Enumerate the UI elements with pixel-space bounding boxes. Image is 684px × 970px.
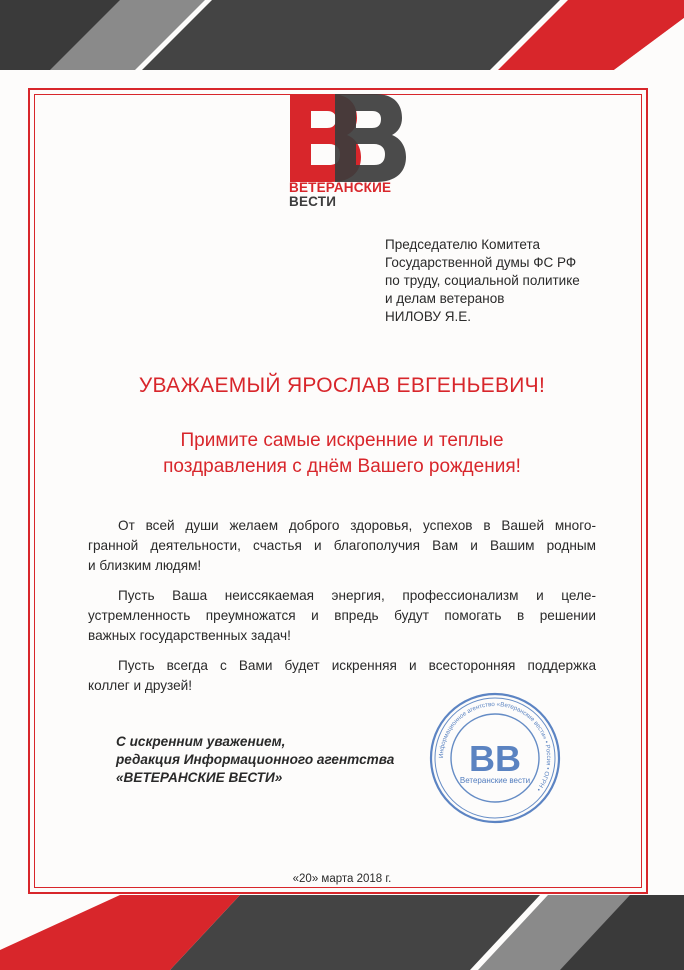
greeting-heading: УВАЖАЕМЫЙ ЯРОСЛАВ ЕВГЕНЬЕВИЧ! [138, 374, 546, 397]
corner-stripes-top [0, 0, 684, 70]
stamp-label: Ветеранские вести [459, 776, 531, 785]
paragraph-line: важных государственных задач! [88, 628, 291, 643]
logo-wordmark [289, 181, 391, 209]
letter-body [88, 516, 596, 706]
signature-block [116, 733, 394, 787]
addressee-line: по труду, социальной политике [385, 273, 580, 288]
addressee-line: Государственной думы ФС РФ [385, 255, 577, 270]
paragraph-line: Пусть Ваша неиссякаемая энергия, профессионализм и целе- [118, 588, 596, 603]
congratulation-line-1: Примите самые искренние и теплые [180, 430, 504, 451]
paragraph-line: Пусть всегда с Вами будет искренняя и всесторонняя поддержка [118, 658, 596, 673]
addressee-line: Председателю Комитета [385, 237, 541, 252]
signature-line-2: редакция Информационного агентства [116, 752, 395, 767]
letter-date: «20» марта 2018 г. [292, 873, 392, 885]
paragraph-line: устремленность преумножатся и впредь будут помогать в решении [88, 608, 596, 623]
agency-stamp [428, 691, 562, 825]
addressee-line: и делам ветеранов [385, 291, 505, 306]
paragraph-2 [88, 586, 596, 646]
paragraph-line: От всей души желаем доброго здоровья, успехов в Вашей много- [118, 518, 596, 533]
logo-line-2: ВЕСТИ [289, 194, 337, 209]
paragraph-line: и близким людям! [88, 558, 202, 573]
stamp-ring-text: Информационное агентство «Ветеранские вести» • Россия • ОГРН • [437, 700, 553, 793]
logo-line-1: ВЕТЕРАНСКИЕ [289, 180, 392, 195]
corner-stripes-bottom [0, 895, 684, 970]
paragraph-1 [88, 516, 596, 576]
signature-line-1: С искренним уважением, [116, 734, 286, 749]
signature-line-3: «ВЕТЕРАНСКИЕ ВЕСТИ» [116, 770, 283, 785]
stamp-mark: ВВ [469, 738, 521, 779]
paragraph-3 [88, 656, 596, 696]
congratulation-line-2: поздравления с днём Вашего рождения! [163, 456, 521, 477]
addressee-block [385, 236, 580, 326]
paragraph-line: гранной деятельности, счастья и благополучия Вам и Вашим родным [88, 538, 596, 553]
addressee-line: НИЛОВУ Я.Е. [385, 309, 471, 324]
congratulation-heading [0, 428, 684, 480]
paragraph-line: коллег и друзей! [88, 678, 193, 693]
